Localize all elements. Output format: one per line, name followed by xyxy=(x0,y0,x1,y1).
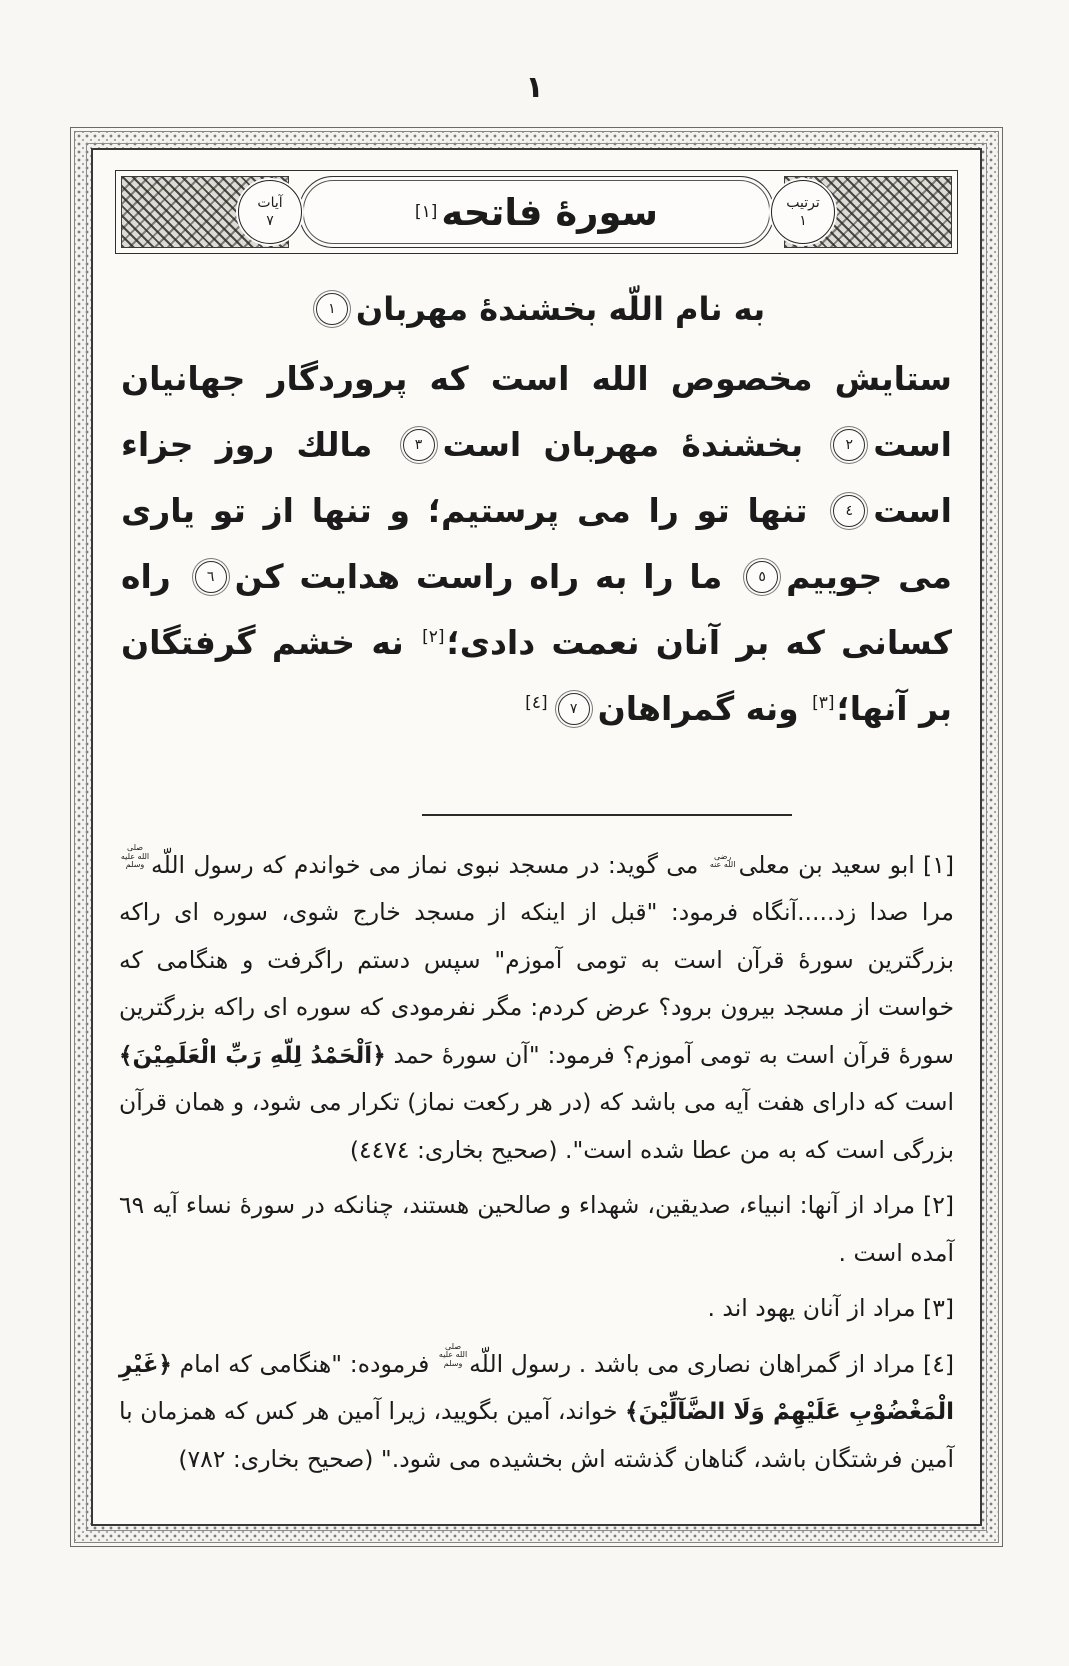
title-footnote-ref: [١] xyxy=(414,202,438,222)
footnote-ref: [٢] xyxy=(422,627,445,647)
verses-medallion xyxy=(238,180,302,244)
text-run: نه خشم گرفتگان بر آنها؛ xyxy=(121,623,952,728)
text-run: [٤] مراد از گمراهان نصاری می باشد . رسول اللّه xyxy=(469,1349,954,1378)
text-run: ما را به راه راست هدایت کن xyxy=(234,557,739,596)
surah-header-band xyxy=(115,170,958,254)
text-run: [١] ابو سعید بن معلی xyxy=(738,851,954,879)
order-medallion-value: ١ xyxy=(799,213,807,229)
text-run: مرا صدا زد.....آنگاه فرمود: "قبل از اینکه از مسجد خارج شوی، سوره ای راکه بزرگترین سورهٔ قرآن است به تومی آموزم" سپس دستم راگرفت و هنگامی که خواست از مسجد بیرون برود؟ عرض کردم: مگر نفرمودی که سوره ای راکه بزرگترین سورهٔ قرآن است به تومی آموزم؟ فرمود: "آن سورهٔ حمد xyxy=(119,898,954,1069)
quran-quote: ﴿اَلْحَمْدُ لِلّهِ رَبِّ الْعَلَمِيْنَ﴾ xyxy=(119,1042,386,1069)
footnote-ref: [٣] xyxy=(812,693,835,713)
text-run: تنها تو را می پرستیم؛ و تنها از تو یاری می جوییم xyxy=(121,491,952,596)
text-run: [٣] مراد از آنان یهود اند . xyxy=(707,1294,954,1323)
border-ornament-band xyxy=(74,131,999,1543)
footnote-3 xyxy=(119,1285,954,1332)
surah-title: سورهٔ فاتحه xyxy=(441,190,659,234)
floral-ornament-right xyxy=(784,176,952,248)
text-run: است که دارای هفت آیه می باشد که (در هر رکعت نماز) تکرار می شود، و همان قرآن بزرگی است که به من عطا شده است". (صحیح بخاری: ٤٤٧٤) xyxy=(119,1088,954,1164)
text-run: [٢] مراد از آنها: انبیاء، صدیقین، شهداء و صالحین هستند، چنانکه در سورهٔ نساء آیه ٦٩ آمده است . xyxy=(119,1191,954,1267)
verse-marker: ٧ xyxy=(558,693,590,725)
border-outer-line xyxy=(70,127,1003,1547)
text-run: فرموده: "هنگامی که امام xyxy=(171,1349,438,1378)
honorific-mark: صلی الله علیه وسلم xyxy=(120,843,150,869)
footnote-1 xyxy=(119,842,954,1174)
floral-ornament-left xyxy=(121,176,289,248)
verse-marker: ٦ xyxy=(195,561,227,593)
text-run: ستایش مخصوص الله است که پروردگار جهانیان است xyxy=(121,359,952,464)
text-run: می گوید: در مسجد نبوی نماز می خواندم که رسول اللّه xyxy=(151,851,707,879)
footnote-ref: [٤] xyxy=(525,693,548,713)
page-number: ١ xyxy=(525,70,544,105)
verse-marker: ٢ xyxy=(833,429,865,461)
text-run: ونه گمراهان xyxy=(597,689,811,728)
bismillah-line xyxy=(115,290,958,328)
decorative-border-frame xyxy=(70,127,1003,1547)
page-content-area xyxy=(91,148,982,1526)
footnotes-section xyxy=(119,842,954,1483)
verses-medallion-label: آیات xyxy=(257,194,283,211)
surah-title-cartouche xyxy=(299,176,774,248)
verses-medallion-value: ٧ xyxy=(266,213,274,229)
honorific-mark: صلی الله علیه وسلم xyxy=(438,1341,468,1368)
translation-paragraph xyxy=(121,346,952,742)
verse-marker: ١ xyxy=(316,293,348,325)
quran-quote: ﴿غَيْرِ الْمَغْضُوْبِ عَلَيْهِمْ وَلَا الضَّآلِّيْنَ﴾ xyxy=(119,1351,955,1426)
footnote-separator xyxy=(422,814,792,816)
verse-marker: ٣ xyxy=(403,429,435,461)
honorific-mark: رضی الله عنه xyxy=(709,851,736,869)
footnote-4 xyxy=(119,1341,954,1484)
verse-marker: ٤ xyxy=(833,495,865,527)
order-medallion xyxy=(771,180,835,244)
text-run: مالك روز جزاء است xyxy=(121,425,952,530)
verse-marker: ٥ xyxy=(746,561,778,593)
text-run: خواند، آمین بگویید، زیرا آمین هر کس که همزمان با آمین فرشتگان باشد، گناهان گذشته اش بخشیده می شود." (صحیح بخاری: ٧٨٢) xyxy=(119,1397,954,1473)
order-medallion-label: ترتیب xyxy=(786,194,820,211)
text-run: بخشندهٔ مهربان است xyxy=(442,425,826,464)
text-run: راه کسانی که بر آنان نعمت دادی؛ xyxy=(121,557,952,662)
footnote-2 xyxy=(119,1182,954,1277)
text-run: به نام اللّه بخشندهٔ مهربان xyxy=(355,290,766,328)
